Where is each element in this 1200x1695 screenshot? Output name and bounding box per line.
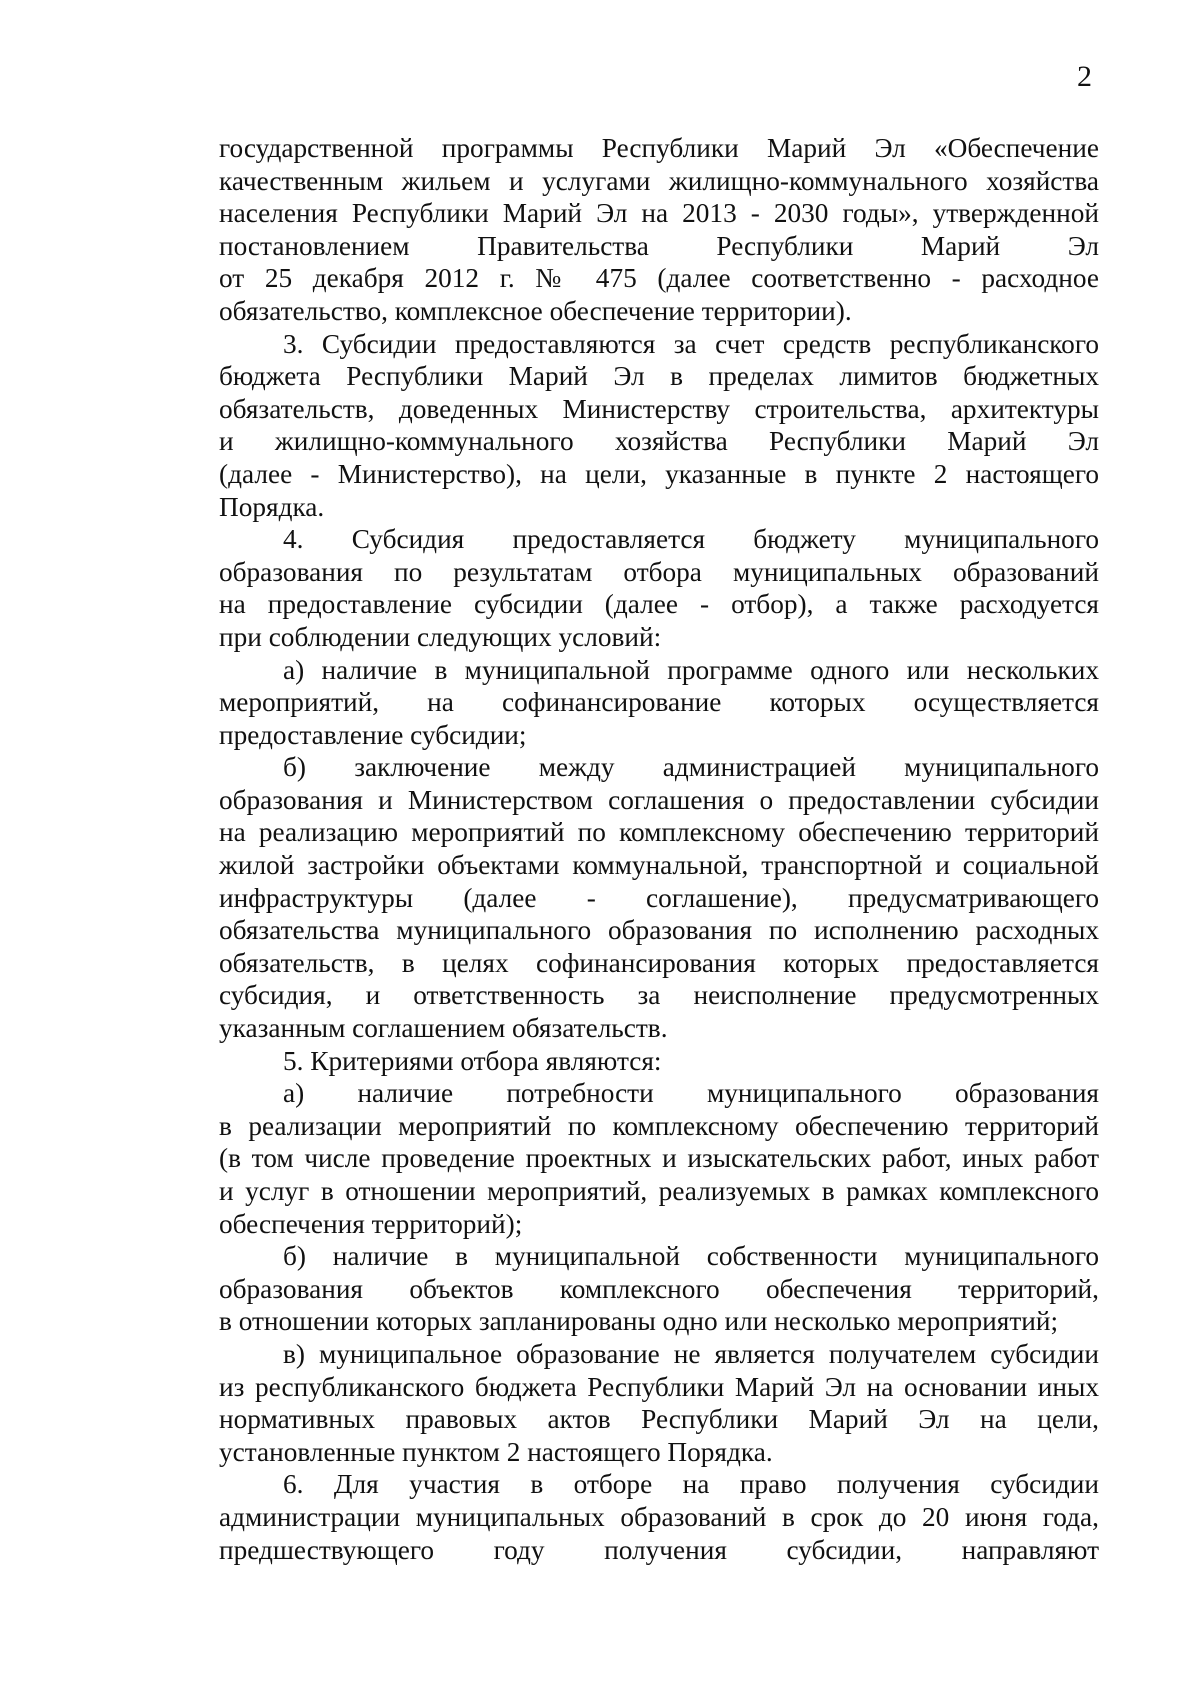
text-line: на реализацию мероприятий по комплексному обеспечению территорий xyxy=(219,817,1099,848)
text-line: б) заключение между администрацией муниципального xyxy=(283,752,1099,783)
text-line: постановлением Правительства Республики Марий Эл xyxy=(219,230,1099,261)
text-line: в реализации мероприятий по комплексному обеспечению территорий xyxy=(219,1110,1099,1141)
text-line: (далее - Министерство), на цели, указанные в пункте 2 настоящего xyxy=(219,458,1099,489)
text-line: обеспечения территорий); xyxy=(219,1208,523,1239)
text-line: 4. Субсидия предоставляется бюджету муниципального xyxy=(283,524,1099,555)
text-line: 5. Критериями отбора являются: xyxy=(283,1045,662,1076)
text-line: качественным жильем и услугами жилищно-коммунального хозяйства xyxy=(219,165,1099,196)
text-line: 6. Для участия в отборе на право получения субсидии xyxy=(283,1469,1099,1500)
text-line: обязательства муниципального образования по исполнению расходных xyxy=(219,915,1099,946)
text-line: образования и Министерством соглашения о предоставлении субсидии xyxy=(219,784,1099,815)
text-line: нормативных правовых актов Республики Марий Эл на цели, xyxy=(219,1404,1099,1435)
text-line: от 25 декабря 2012 г. № 475 (далее соответственно - расходное xyxy=(219,263,1099,294)
text-line: населения Республики Марий Эл на 2013 - 2030 годы», утвержденной xyxy=(219,198,1099,229)
text-line: образования по результатам отбора муниципальных образований xyxy=(219,556,1099,587)
page-number: 2 xyxy=(1077,60,1092,93)
text-line: инфраструктуры (далее - соглашение), предусматривающего xyxy=(219,882,1099,913)
text-line: обязательств, доведенных Министерству строительства, архитектуры xyxy=(219,393,1099,424)
text-line: субсидия, и ответственность за неисполнение предусмотренных xyxy=(219,980,1099,1011)
text-line: указанным соглашением обязательств. xyxy=(219,1013,668,1044)
text-line: предшествующего году получения субсидии, направляют xyxy=(219,1534,1099,1565)
text-line: и услуг в отношении мероприятий, реализуемых в рамках комплексного xyxy=(219,1176,1099,1206)
text-line: бюджета Республики Марий Эл в пределах лимитов бюджетных xyxy=(219,361,1099,392)
text-line: и жилищно-коммунального хозяйства Республики Марий Эл xyxy=(219,426,1099,457)
text-line: обязательство, комплексное обеспечение территории). xyxy=(219,295,852,326)
text-line: 3. Субсидии предоставляются за счет средств республиканского xyxy=(283,328,1099,359)
text-line: мероприятий, на софинансирование которых осуществляется xyxy=(219,687,1099,718)
document-body xyxy=(219,132,1099,1566)
text-line: государственной программы Республики Марий Эл «Обеспечение xyxy=(219,133,1099,163)
text-line: б) наличие в муниципальной собственности муниципального xyxy=(283,1241,1099,1272)
text-line: в) муниципальное образование не является получателем субсидии xyxy=(283,1338,1099,1369)
text-line: предоставление субсидии; xyxy=(219,719,527,750)
text-line: администрации муниципальных образований в срок до 20 июня года, xyxy=(219,1501,1099,1532)
text-line: а) наличие в муниципальной программе одного или нескольких xyxy=(283,654,1099,685)
text-line: Порядка. xyxy=(219,491,325,522)
text-line: установленные пунктом 2 настоящего Порядка. xyxy=(219,1436,773,1467)
text-line: на предоставление субсидии (далее - отбор), а также расходуется xyxy=(219,589,1099,620)
text-line: жилой застройки объектами коммунальной, транспортной и социальной xyxy=(219,850,1099,881)
text-line: (в том числе проведение проектных и изыскательских работ, иных работ xyxy=(219,1143,1099,1174)
text-line: образования объектов комплексного обеспечения территорий, xyxy=(219,1273,1099,1304)
text-line: из республиканского бюджета Республики Марий Эл на основании иных xyxy=(219,1371,1099,1402)
text-line: обязательств, в целях софинансирования которых предоставляется xyxy=(219,947,1099,978)
text-line: в отношении которых запланированы одно или несколько мероприятий; xyxy=(219,1306,1059,1337)
text-line: а) наличие потребности муниципального образования xyxy=(283,1078,1099,1109)
text-line: при соблюдении следующих условий: xyxy=(219,621,662,652)
